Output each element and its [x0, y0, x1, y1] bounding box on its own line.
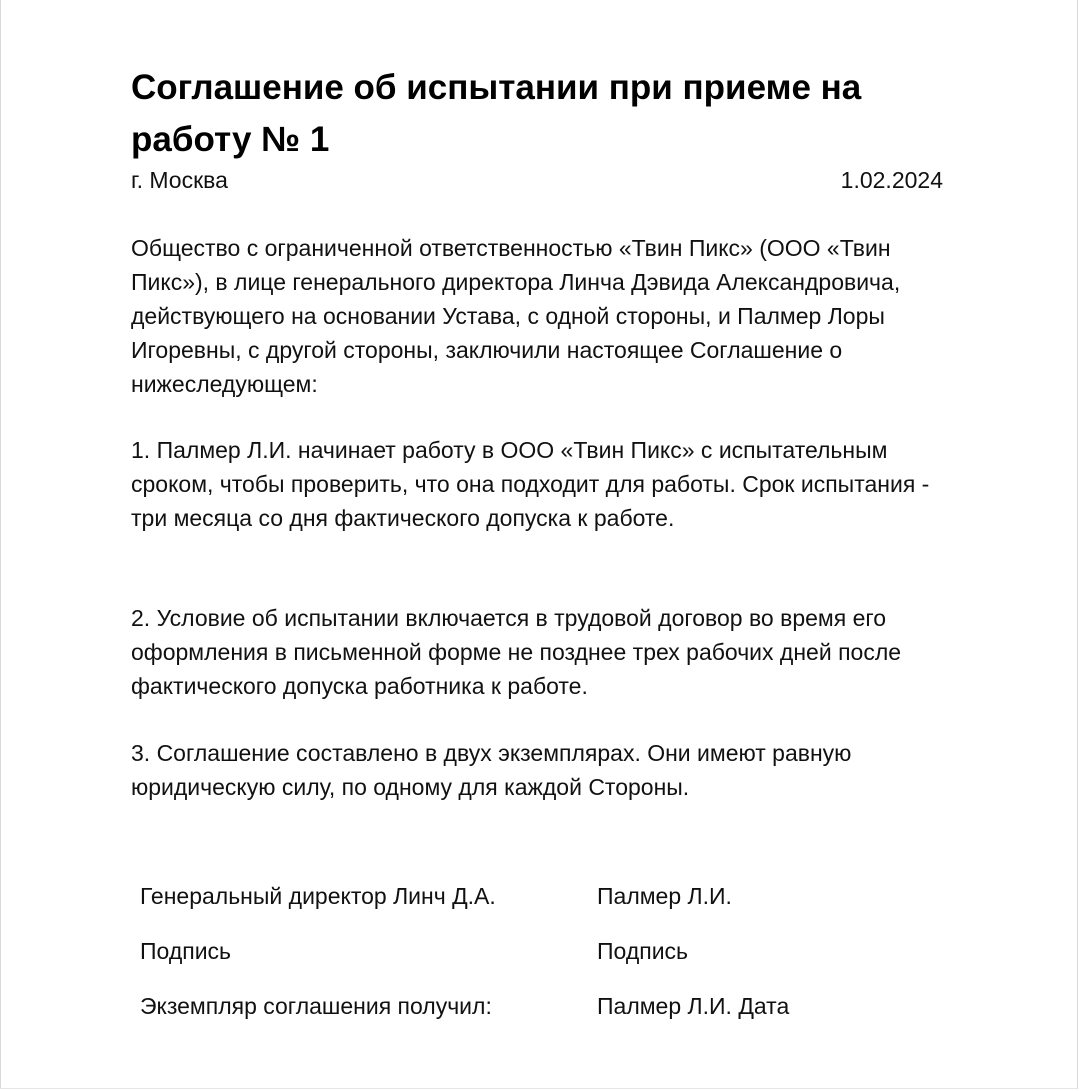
document-title: Соглашение об испытании при приеме на работу № 1 [131, 68, 862, 159]
employee-receipt-date: Палмер Л.И. Дата [597, 993, 790, 1019]
document-date: 1.02.2024 [840, 167, 943, 193]
employee-name: Палмер Л.И. [597, 883, 732, 909]
clause-1: 1. Палмер Л.И. начинает работу в ООО «Твин Пикс» с испытательным сроком, чтобы проверить, что она подходит для работы. Срок испытания - три месяца со дня фактического допуска к работе. [131, 437, 930, 531]
copy-received-label: Экземпляр соглашения получил: [140, 993, 492, 1019]
document-meta [131, 165, 943, 195]
clause-3: 3. Соглашение составлено в двух экземплярах. Они имеют равную юридическую силу, по одному для каждой Стороны. [131, 740, 852, 800]
employer-name: Генеральный директор Линч Д.А. [140, 883, 496, 909]
employer-signature-label: Подпись [140, 938, 232, 964]
clause-2: 2. Условие об испытании включается в трудовой договор во время его оформления в письменной форме не позднее трех рабочих дней после фактического допуска работника к работе. [131, 605, 902, 699]
employee-signature-label: Подпись [597, 938, 689, 964]
document-city: г. Москва [131, 167, 228, 193]
intro-paragraph: Общество с ограниченной ответственностью «Твин Пикс» (ООО «Твин Пикс»), в лице генерального директора Линча Дэвида Александровича, действующего на основании Устава, с одной стороны, и Палмер Лоры Игоревны, с другой стороны, заключили настоящее Соглашение о нижеследующем: [131, 235, 901, 397]
